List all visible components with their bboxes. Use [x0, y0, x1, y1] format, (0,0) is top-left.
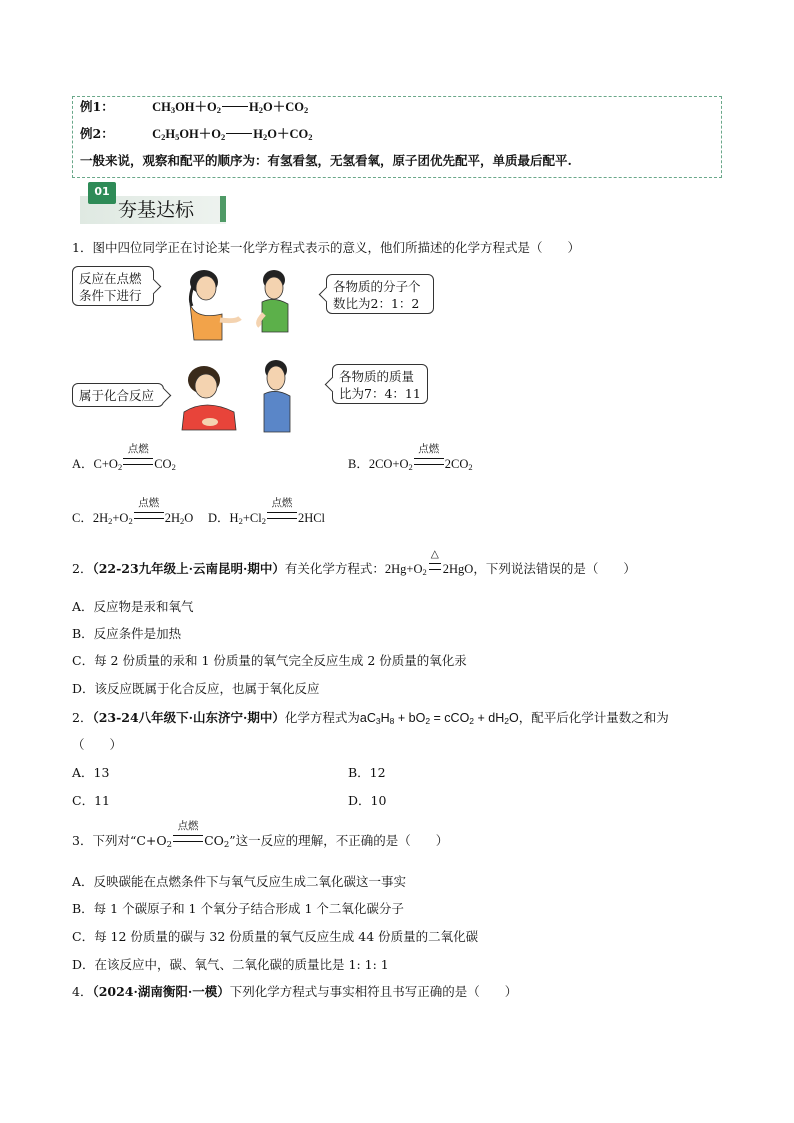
balancing-rule: 一般来说，观察和配平的顺序为：有氢看氢，无氢看氧，原子团优先配平，单质最后配平.: [80, 153, 572, 168]
girl-figure-2-icon: [182, 366, 236, 430]
girl-figure-icon: [190, 270, 240, 340]
q3-stem: 3．下列对“$C+O_2$ 点燃 $CO_2$”这一反应的理解，不正确的是（ ）: [72, 820, 449, 850]
q2b-option-b[interactable]: B．12: [348, 765, 386, 780]
speech-bubble-c: 属于化合反应: [72, 383, 164, 407]
section-title: 夯基达标: [118, 199, 195, 221]
speech-bubble-b: 各物质的分子个 数比为2：1：2: [326, 274, 434, 314]
example-1: 例1： $CH_3OH+O_2$ $H_2O+CO_2$: [80, 99, 309, 115]
boy-figure-icon: [259, 270, 288, 332]
example-2-equation: $C_2H_5OH+O_2$ $H_2O+CO_2$: [152, 127, 313, 142]
q1-option-b[interactable]: B．$2CO+O_2$ 点燃 $2CO_2$: [348, 444, 473, 472]
q2a-option-d[interactable]: D．该反应既属于化合反应，也属于氧化反应: [72, 681, 320, 696]
q1-stem: 1．图中四位同学正在讨论某一化学方程式表示的意义，他们所描述的化学方程式是（ ）: [72, 240, 580, 255]
q2b-answer-paren: （ ）: [72, 737, 123, 752]
q2b-option-d[interactable]: D．10: [348, 793, 387, 808]
q3-option-d[interactable]: D．在该反应中，碳、氧气、二氧化碳的质量比是 1: 1: 1: [72, 957, 389, 972]
section-badge: 01: [88, 182, 116, 204]
example-1-equation: $CH_3OH+O_2$ $H_2O+CO_2$: [152, 100, 309, 115]
q2b-stem: 2．（23-24八年级下·山东济宁·期中）化学方程式为$aC_3H_8 + bO_2 = cCO_2 + dH_2O$，配平后化学计量数之和为: [72, 710, 669, 726]
q3-option-a[interactable]: A．反映碳能在点燃条件下与氧气反应生成二氧化碳这一事实: [72, 874, 407, 889]
boy-figure-2-icon: [264, 360, 290, 432]
students-illustration: [176, 262, 306, 438]
q3-option-c[interactable]: C．每 12 份质量的碳与 32 份质量的氧气反应生成 44 份质量的二氧化碳: [72, 929, 479, 944]
speech-bubble-d: 各物质的质量 比为7：4：11: [332, 364, 428, 404]
q2b-option-a[interactable]: A．13: [72, 765, 110, 780]
section-accent-bar: [220, 196, 226, 222]
q2a-stem: 2．（22-23九年级上·云南昆明·期中）有关化学方程式：$2Hg+O_2$ △ 2HgO，下列说法错误的是（ ）: [72, 549, 636, 577]
q3-option-b[interactable]: B．每 1 个碳原子和 1 个氧分子结合形成 1 个二氧化碳分子: [72, 901, 404, 916]
q2a-option-c[interactable]: C．每 2 份质量的汞和 1 份质量的氧气完全反应生成 2 份质量的氧化汞: [72, 653, 467, 668]
q2a-option-a[interactable]: A．反应物是汞和氧气: [72, 599, 194, 614]
speech-bubble-a: 反应在点燃 条件下进行: [72, 266, 154, 306]
q1-option-d[interactable]: D．$H_2+Cl_2$ 点燃 2HCl: [208, 498, 326, 526]
q4-stem: 4．（2024·湖南衡阳·一模）下列化学方程式与事实相符且书写正确的是（ ）: [72, 984, 518, 999]
q2a-option-b[interactable]: B．反应条件是加热: [72, 626, 182, 641]
q1-option-c[interactable]: C．$2H_2+O_2$ 点燃 $2H_2O$: [72, 498, 194, 526]
q1-option-a[interactable]: A．$C+O_2$ 点燃 $CO_2$: [72, 444, 176, 472]
q2b-option-c[interactable]: C．11: [72, 793, 110, 808]
example-2: 例2： $C_2H_5OH+O_2$ $H_2O+CO_2$: [80, 126, 313, 142]
